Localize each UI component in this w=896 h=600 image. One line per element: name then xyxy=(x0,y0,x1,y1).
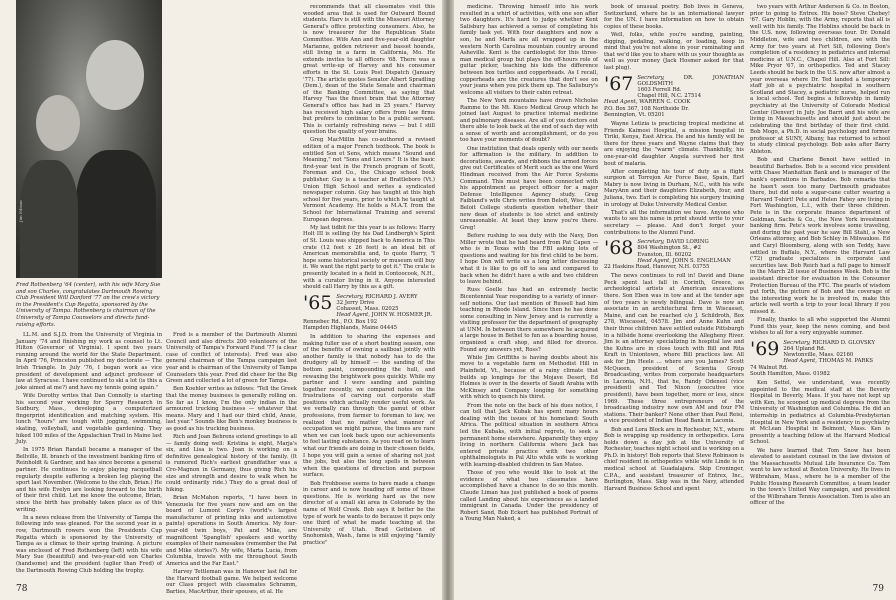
left-page xyxy=(0,0,442,600)
left-column-a xyxy=(16,332,162,584)
paragraph: Well, folks, while you're sanding, painting, digging, pedaling, walking, or loading, keep in mind that you're not alone in your ruminating and that we'd like you to share with us your thoughts as well as your money (Jack Hosmer asked for that last plug). xyxy=(604,31,744,71)
paragraph: two years with Arthur Anderson & Co. in Boston, prior to going to Entrex. His boss? Steve Chebey! '67. Gary Hoblin, with the Army, reports that all is well with his family. The Hoblins should be back in the U.S. now, following overseas tour. Dr. Donald Middleton, wife and two children, are with the Army for two years at Fort Sill, following Don's completion of a residency in pediatrics and internal medicine at U.N.C., Chapel Hill. Also at Fort Sill: Mike Pryor '67, in orthopedics. Ted and Stacey Leeds should be back in the U.S. now after almost a year overseas where Dr. Ted landed a temporary staff job at a psychiatric hospital in southern Scotland and Stacey, a pediatric nurse, helped run a local school. Ted begins a fellowship in family psychiatry at the University of Colorado Medical Center (Denver) in July. Joe Barri and his wife are living in Massachusetts and should just about be celebrating the first birthday of their first child. Bob Mogo, a Ph.D. in social psychology and former professor at SUNY, Albany, has returned to school to study clinical psychology. Bob asks after Barry Ableton. xyxy=(750,4,890,156)
secretary-label: Secretary, xyxy=(783,339,811,346)
paragraph: recommends that all classmates visit this wooded area that is used for Outward Bound students. Harv is still with the Missouri Attorney General's office protecting consumers. Also, he is now treasurer for the Republican State Committee. Wife Ann and five-year-old daughter Marianne, golden retriever and basset hounds, still living in a farm in California, Mo. He extends invites to all officers '68. There was a great write-up of Harvey and his consumer efforts in the St. Louis Post Dispatch (January '77). The article quotes Senator Albert Spradling (Dem.), dean of the State Senate and chairman of the Banking Committee, as saying that Harvey "has the finest brain that the Attorney General's office has had in 25 years." Harvey has received high salary offers from law firms but prefers to continue to be a public servant. This is certainly refreshing news — but I still question the quality of your brains. xyxy=(303,4,435,136)
secretary-name: RICHARD J. AVERY xyxy=(365,293,418,300)
photo-figure-man xyxy=(86,40,144,110)
class-65-header xyxy=(303,291,435,331)
agent-name: THOMAS M. PARKS xyxy=(818,358,873,365)
photo-credit: Jim Edison xyxy=(18,200,23,222)
paragraph: That's all the information we have. Anyone who wants to see his name in print should write to your secretary — please. And don't forget your contributions to the Alumni Fund. xyxy=(604,209,744,236)
secretary-address: 804 Washington St., #2 xyxy=(637,245,701,252)
paragraph: One institution that deals openly with our needs for affirmation is the military. In addition to decorations, awards, and ribbons the armed forces give out Certificates of Merit such as the one Ward Hindman received from the Air Force Systems Command. This must have been connected with his appointment as project officer for a major Defense Intelligence Agency study. Greg Faibland's wife Chris writes from Beloit, Wisc. that Beloit College students question whether their new dean of students is too strict and entirely unreasonable. At least they know you're there. Greg! xyxy=(460,145,598,231)
class-photo xyxy=(16,0,162,278)
agent-address: South Hamilton, Mass. 01982 xyxy=(750,370,830,377)
right-page xyxy=(454,0,896,600)
paragraph: Fred is a member of the Dartmouth Alumni Council and also directs 200 volunteers of the University of Tampa's Forward Fund '77 (a clear case of conflict of interests). Fred was also general chairman of the Tampa campaign last year and is chairman of the University of Tampa Counselors this year. Fred did cheer for the Big Green and collected a lot of green for Tampa. xyxy=(166,332,297,385)
paragraph: Bob and Charlene Benoit have settled in beautiful Barbados. Bob is a second vice president with Chase Manhattan Bank and is manager of the bank's operations in Barbados. Bob remarks that he hasn't seen too many Dartmouth graduates there, but did note a sugar-cane cutter wearing a Harvard T-shirt! Pete and Helen Fahey are living in Fort Washington, L.I., with their three children. Pete is in the corporate finance department of Goldman, Sachs & Co., the New York investment banking firm. Pete's work involves some traveling, and during the past year he saw Bill Stahl, a New Orleans attorney, and Bob Schley in Milwaukee. Ed and Caryl Bloomberg, along with son Teddy, have settled in Buffalo, N.Y., where the Harvard Law ('72) graduate specializes in corporate and securities law. Bob Reich had a full page to himself in the March 28 issue of Business Week. Bob is the assistant director for evaluation in the Consumer Protection Bureau of the FTC. The pearls of wisdom put forth, the picture of Bob and the coverage of the interesting work he is involved in, make this article well worth a trip to your local library if you missed it. xyxy=(750,157,890,315)
secretary-name: DAVID LORING xyxy=(666,239,709,246)
photo-figure-rower xyxy=(76,150,156,278)
secretary-address: Evanston, Ill. 60202 xyxy=(637,251,692,258)
secretary-address: Newtonville, Mass. 02160 xyxy=(783,352,854,359)
paragraph: Finally, thanks to all who supported the Alumni Fund this year, keep the news coming, and best wishes to all for a very enjoyable summer. xyxy=(750,317,890,337)
agent-name: JOHN W. HOSMER JR. xyxy=(371,312,433,319)
class-67-header xyxy=(604,72,744,118)
class-year: '67 xyxy=(604,72,634,95)
paragraph: While Jim Griffiths is having doubts about his move to a vegetable farm on Methodist Hill in Plainfield, Vt., because of a rainy climate that builds up longings for the Mojave Desert, Ed Holmes is over in the deserts of Saudi Arabia with McKinsey and Company longing for something with which to quench his thirst. xyxy=(460,354,598,401)
paragraph: Harvey Tettleman was in Hanover last fall for the Harvard football game. We helped welcome our Class project with classmates Schramm, Barties, MacArthur, their spouses, et al. He xyxy=(166,569,297,595)
class-69-header xyxy=(750,337,890,377)
paragraph: Bob Frohboese seems to have made a change in career and is now heading off some of those questions. He is working hard as the new director of a small ski area in Colorado by the name of Wolf Creek. Bob says it better be the type of work he wants to do because it pays only one third of what he made teaching at the University of Utah. Brad Gettelson of Snohomish, Wash., fame is still enjoying "family practice" xyxy=(303,480,435,546)
left-column-c xyxy=(303,4,435,584)
paragraph: After completing his tour of duty as a flight surgeon at Torrejon Air Force Base, Spain, Earl Mabry is now living in Durham, N.C., with his wife MaryAnn and their daughters Elizabeth, four, and Juliana, two. Earl is completing his surgery training in urology at Duke University Medical Center. xyxy=(604,168,744,208)
secretary-name: DR. JONATHAN GOLDSMITH xyxy=(637,74,744,87)
secretary-address: 1603 Ferrell Rd. xyxy=(637,86,682,93)
page-number-right: 79 xyxy=(872,584,884,594)
agent-address: Hampden Highlands, Maine 04445 xyxy=(303,324,398,331)
page-number-left: 78 xyxy=(16,584,28,594)
secretary-address: 264 Upland Rd. xyxy=(783,346,826,353)
agent-label: Head Agent, xyxy=(604,99,638,106)
agent-address: Rennebec Rd., P.O. Box 192 xyxy=(303,318,378,325)
class-year: '65 xyxy=(303,291,333,314)
agent-address: Bennington, Vt. 05201 xyxy=(604,111,665,118)
paragraph: LL.M. and S.J.D. from the University of Virginia in January '74 and finishing my work as counsel to Lt. Hilton (Governor of Virginia). I spent two years running around the world for the State Department. In April '76, Princeton published my doctorate — The Irish Triangle. In July '76, I began work as vice president of development and adjunct professor of law at Syracuse. I have continued to ski a lot (is this a joke aimed at me?) and have my tennis going again." xyxy=(16,332,162,391)
agent-label: Head Agent, xyxy=(637,257,671,264)
paragraph: medicine. Throwing himself into his work resulted in a whirl of activities, with one son after two daughters. It's hard to judge whether Kent Salisbury has achieved a sense of completing his family task yet. With four daughters and now a son, he and Marfa are all wrapped up in the western North Carolina mountain country around Asheville. Kent is the cardiologist for this three-man medical group but plays the off-hours role of guitar picker, teaching his kids the difference between box turtles and copperheads. As I recall, copperheads are the creatures that don't see on your jeans when you pick them up. The Salisbury's welcome all visitors to their cabin retreat. xyxy=(460,4,598,96)
agent-label: Head Agent, xyxy=(783,358,817,365)
paragraph: Wife Dorothy writes that Dan Connolly is starting his second year working for Sperry Research in Sudbury, Mass., developing a computerized fingerprint identification and matching system. His lunch "hours" are tough with jogging, swimming, skating, volleyball, and vegetable gardening. They hiked 100 miles of the Appalachian Trail in Maine last July. xyxy=(16,392,162,446)
class-year: '68 xyxy=(604,237,634,260)
paragraph: The New York mountains have drawn Nicholas Ramme to the Mt. Kisco Medical Group which he joined last August to practice internal medicine and pulmonary diseases. Are all of you doctors out there able to look back at the end of each day with a sense of worth and accomplishment, or do you too have your moments of doubt? xyxy=(460,97,598,144)
paragraph: Before rushing to sea duty with the Navy, Don Miller wrote that he had heard from Pat Capen — who is in Texas with the FBI asking lots of questions and waiting for his first child to be born. I hope Don will write us a long letter discussing what it is like to go off to sea and compared to back when he didn't have a wife and two children to leave behind. xyxy=(460,232,598,286)
paragraph: Wayne Letizia is practicing tropical medicine at Friends Kaimosi Hospital, a mission hospital in Tiriki, Kenya, East Africa. He and his family will be there for three years and Wayne claims that they are enjoying the "warm" climate. Thankfully, his one-year-old daughter Angela survived her first bout of malaria. xyxy=(604,120,744,167)
agent-address: 74 Walnut Rd. xyxy=(750,364,788,371)
agent-label: Head Agent, xyxy=(336,312,370,319)
agent-address: 22 Haskins Road, Hanover, N.H. 03755 xyxy=(604,264,710,271)
spine-gutter xyxy=(442,0,454,600)
paragraph: Those of you who would like to look at the evidence of what two classmates have accomplished have a chance to do so this month. Claude Liman has just published a book of poems called Landing about his experiences as a landed immigrant in Canada. Under the presidency of Robert Sand, Bob Eckert has published Portrait of a Young Man Naked, a xyxy=(460,470,598,523)
paragraph: In a news release from the University of Tampa the following info was gleaned. For the second year in a row, Dartmouth rowers won the Presidents Cup Regatta which is sponsored by the University of Tampa as a climax to their spring training. A picture was enclosed of Fred Rothenberg (left) with his wife Mary Sue (beautiful) and two-year-old son Charles (handsome) and the president (uglier than Fred) of the Dartmouth Rowing Club holding the trophy. xyxy=(16,514,162,574)
secretary-label: Secretary, xyxy=(637,239,665,246)
photo-caption: Fred Rothenberg '64 (center), with his wife Mary Sue and son Charles, congratulates Dartmouth Rowing Club President Will Danford '77 on the crew's victory in the President's Cup Regatta, sponsored by the University of Tampa. Rothenberg is chairman of the University of Tampa Counselors and directs fund-raising efforts. xyxy=(16,282,161,328)
class-68-header xyxy=(604,239,744,270)
paragraph: Ben Koehler writes as follows: "Tell the Greek that the money business is generally rolling on. So far as I know, I'm the only indian in the armoured trucking business — whatever that means. Mary and I had our third child, Annie, last year." Sounds like Ben's monkey business is as good as his trucking business. xyxy=(166,386,297,432)
paragraph: Greg MacMillin has co-authored a revised edition of a major French textbook. The book is entitled Son et Sens, which means "Sound and Meaning," not "Sons and Lovers." It is the basic first-year text in the French program of Scott, Foreman and Co., the Chicago school book publisher. Guy is a teacher at Brattleboro (Vt.) Union High School and writes a syndicated newspaper column. Guy has taught at this high school for five years, prior to which he taught at Vermont Academy. He holds a M.A.T. from the School for International Training and several European degrees. xyxy=(303,137,435,223)
agent-name: WARREN C. COOK xyxy=(639,99,691,106)
paragraph: We have learned that Tom Snow has been elevated to assistant counsel in the law division of the Massachusetts Mutual Life Insurance Co. Tom went to law school at Boston University. He lives in Wilbraham, Mass., where he is a member of the Public Housing Research Committee, a team leader in the town's United Way campaign, and president of the Wilbraham Tennis Association. Tom is also an officer of the xyxy=(750,447,890,507)
paragraph: Rich and Joan Behrens extend greetings to all — family doing well: Kristina is eight, Marja's six, and Lisa is two. Joan is working on a definitive genealogical history of the family. (It is rumored Rich's earliest grandfather was a Cro-Magnon in Germany, thus giving Rich his size and strength and desire to walk when he could ordinarily ride.) They do a great deal of hiking. xyxy=(166,434,297,493)
paragraph: Brian McMahon reports, "I have been in Venezuela for five years now and am on the board of Lumont Corp's (world's largest manufacturer of printing inks and automotive paints) operations in South America. My four-year-old twin boys, Pat and Mike, are magnificent 'Spanglish' speakers and worthy examples of their namesakes (remember the Pat and Mike stories?). My wife, Marta Lucia, from Columbia, travels with me throughout South America and the Far East." xyxy=(166,495,297,567)
photo-figure-child xyxy=(20,160,78,278)
paragraph: From the note on the back of his dues notice, I can tell that Jack Kubak has spent many hours dealing with the issues of his homeland: South Africa. The political situation in southern Africa led the Kubaks, with initial regrets, to seek a permanent home elsewhere. Apparently they enjoy living in northern California where Jack has entered private practice with two other ophthalmologists in Pal Alto while wife is working with learning-disabled children in San Mateo. xyxy=(460,402,598,468)
left-column-b xyxy=(166,332,297,595)
secretary-address: Cohasset, Mass. 02025 xyxy=(336,306,399,313)
agent-name: JOHN S. ENGELMAN xyxy=(672,257,731,264)
secretary-address: Chapel Hill, N.C. 27514 xyxy=(637,93,702,100)
paragraph: book of unusual poetry. Bob lives in Geneva, Switzerland, where he is an international lawyer for the UN. I have information on how to obtain copies of these books. xyxy=(604,4,744,30)
paragraph: The news continues to roll in! David and Diane Peck spent last fall in Corinth, Greece, as archeological artists at American excavations there. Son Eben was in tow and at the tender age of two years is newly bilingual. Dave is now an associate in an architectural firm in Wiscasset, Maine, and can be reached c/o J. Schildroth, Box 278, Wiscasset, 04578. Jim and Anne Kuhn and their three children have settled outside Pittsburgh in a hillside home overlooking the Allegheny River. Jim is an attorney specializing in hospital law and the Kuhns are in close touch with Bill and Rita Kraft in Uniontown, where Bill practices law. All ask for Jim Heele … where are you James? Scott McQueen, president of Scientia Group Broadcasting, writes from corporate headquarters in Laconia, N.H., that he, Randy Odenesl (vice president) and Ted Nixon (executive vice president), have been together, more or less, since 1969. These three entrepreneurs of the broadcasting industry now own AM and four FM stations. Their banker? None other than Paul Reisi, a vice president of Indian Head Bank in Laconia. xyxy=(604,273,744,425)
right-column-b xyxy=(604,4,744,584)
paragraph: In 1975 Brian Randall became a manager of the Bellville, Ill. branch of the investment banking firm of Reinholdt & Gardner, and has since become a general partner. He continues to enjoy playing racquetball regularly despite suffering a broken leg playing the sport last November. (Welcome to the club, Brian.) He and his wife Evelyn are looking forward to the birth of their first child. Let me know the outcome, Brian, since the birth has probably taken place as of this writing. xyxy=(16,447,162,513)
right-column-a xyxy=(460,4,598,584)
photo-figure-woman xyxy=(36,95,80,151)
secretary-name: RICHARD D. GLOVSKY xyxy=(812,339,875,346)
paragraph: My last tidbit for this year is as follows: Harry Holt III is selling (by his Dad Lindbergh's Spirit of St. Louis was shipped back to America in This crate (12 feet x 26 feet) is an ideal bit of American memorabilia and, to quote Harry, "I hope some historical society or museum will buy it. We want the right party to get it." The crate is presently located in a field in Contoocook, N.H., with a curator living in it. Anyone interested should call Harry by this as a gift. xyxy=(303,224,435,291)
paragraph: Bob and Lora Block are in Rochester, N.Y., where Bob is wrapping up residency in orthopedics. Lora holds down a day job at the University of Rochester, teaches night school and is working on a Ph.D. in history! Bob reports that Steve Robinson is chief resident in orthopedics while wife Linde is in medical school at Guadalajara. Skip Croninger, C.P.A., and assistant treasurer of Entrex, Inc., Burlington, Mass. Skip was in the Navy, attended Harvard Business School and spent xyxy=(604,426,744,492)
paragraph: Russ Goelle has had an extremely hectic Bicentennial Year responding to a variety of inner-self notions. Our last mention of Russell had him teaching in Rhode Island. Since then he has done some consulting in New Jersey and is currently a visiting professor for the department of geography at UNM. In between there somewhere he acquired a large house in Bethel to fun as a boarding house, organized a craft shop, and filled for divorce. Found any answers yet, Ross? xyxy=(460,287,598,353)
right-column-c xyxy=(750,4,890,584)
agent-address: P.O. Box 367, 108 Northside Dr. xyxy=(604,105,689,112)
secretary-label: Secretary, xyxy=(336,293,364,300)
paragraph: In addition to sharing the expenses and making fuller use of a short boating season, one of the benefits of owning a sailboat jointly with another family is that nobody has to do the drudgery all by himself — the sanding of the bottom paint, compounding the hull, and rewaxing the brightwork goes quickly. While my partner and I were sanding and painting together recently, we compared notes on the frustrations of carving out corporate staff positions which actually render useful work. As we verbally ran through the gamut of other professions, from farmer to foreman to law, we realized that no matter what manner of occupation we might pursue, the times are rare when we can look back upon our achievements to feel lasting substance. As you read on to learn what our friends are doing in their chosen fields, I hope you will gain a sense of sharing not just the jobs, but also the long spells in between when the questions of direction and purpose surface. xyxy=(303,333,435,479)
paragraph: Ken Settel, we understand, was recently appointed to the medical staff at the Beverly Hospital in Beverly, Mass. If you have not kept up with Ken, he scooped up medical degrees from the University of Washington and Columbia. He did an internship in pediatrics at Columbia-Presbyterian Hospital in New York and a residency in psychiatry at McLean Hospital in Belmont, Mass. Ken is presently a teaching fellow at the Harvard Medical School. xyxy=(750,380,890,446)
class-year: '69 xyxy=(750,337,780,360)
secretary-address: 32 Jerry Drive xyxy=(336,299,375,306)
secretary-label: Secretary, xyxy=(637,74,665,81)
